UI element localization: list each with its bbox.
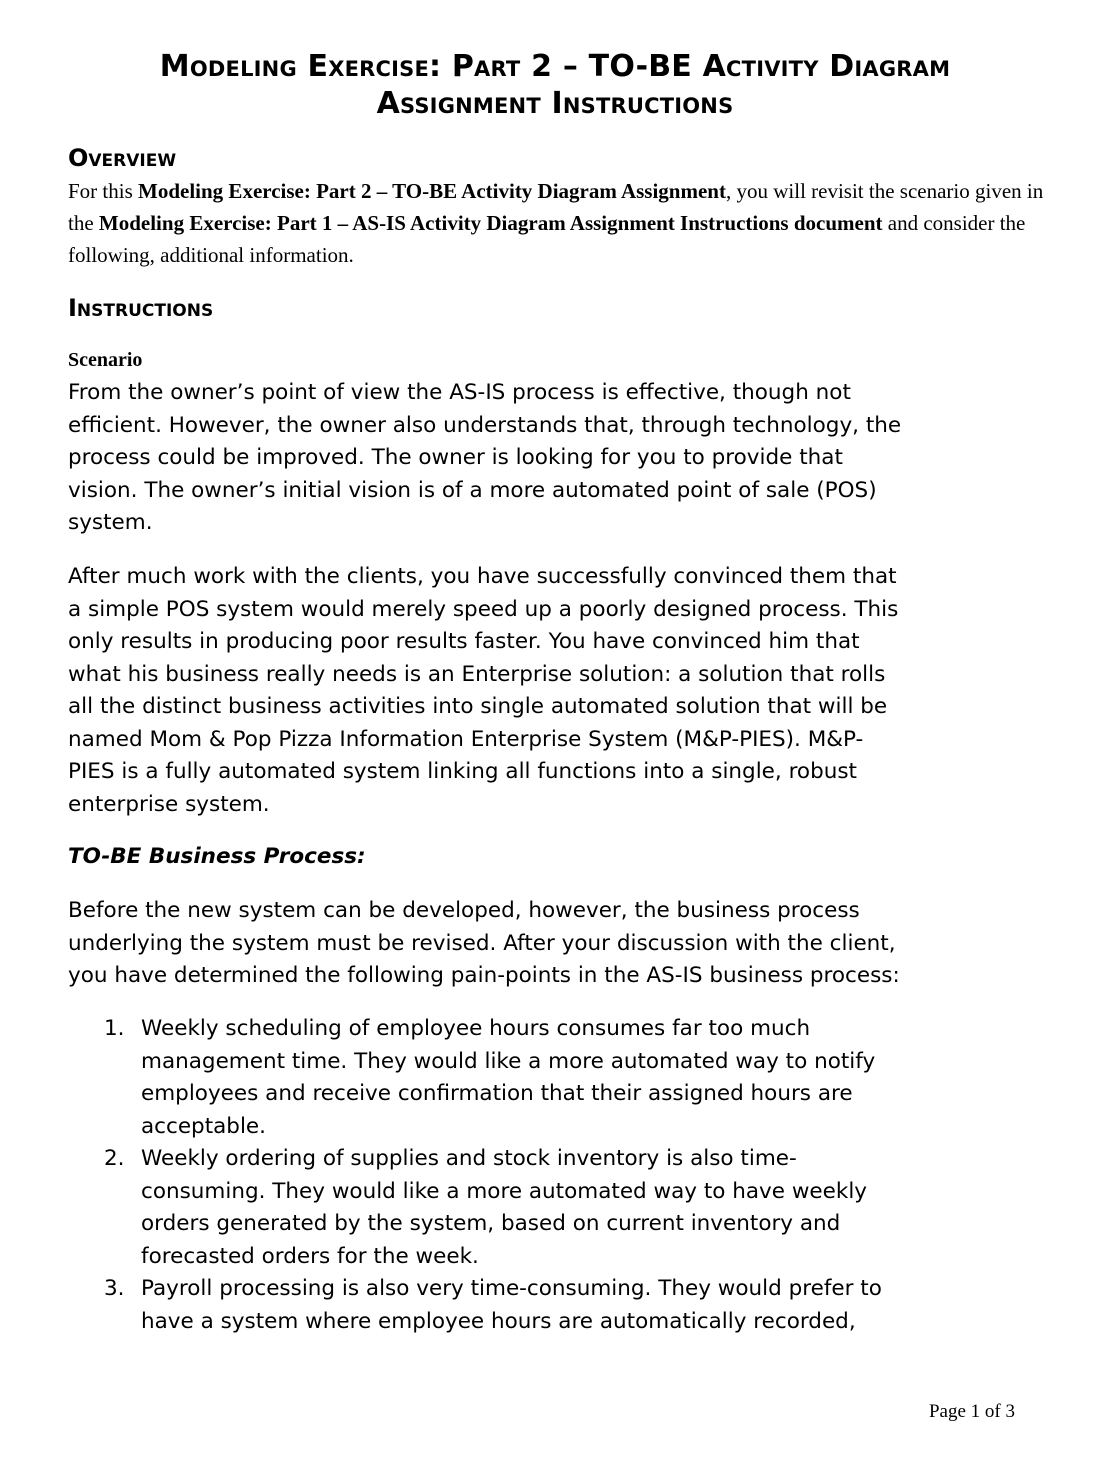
paragraph-line: underlying the system must be revised. After your discussion with the client, [68, 930, 896, 956]
paragraph-line: you have determined the following pain-points in the AS-IS business process: [68, 963, 900, 988]
list-item-text [141, 1143, 1110, 1273]
paragraph-line: process could be improved. The owner is looking for you to provide that [68, 445, 843, 470]
document-title-line-2: Assignment Instructions [376, 86, 734, 121]
scenario-paragraph-1 [68, 377, 1043, 540]
overview-text-3: and consider the following, additional information. [68, 211, 1026, 267]
page-number: Page 1 of 3 [928, 1401, 1015, 1422]
list-item [0, 1143, 1110, 1273]
list-item [0, 1013, 1110, 1143]
tobe-intro-paragraph [68, 895, 1043, 993]
paragraph-line: what his business really needs is an Enterprise solution: a solution that rolls [68, 661, 886, 687]
overview-heading: Overview [68, 144, 177, 172]
paragraph-line: only results in producing poor results faster. You have convinced him that [68, 629, 860, 654]
paragraph-line: enterprise system. [68, 791, 270, 817]
scenario-heading: Scenario [68, 349, 143, 371]
document-title-line-1: Modeling Exercise: Part 2 – TO-BE Activity Diagram [159, 49, 951, 84]
list-item-line: have a system where employee hours are automatically recorded, [141, 1308, 856, 1334]
list-item-line: employees and receive confirmation that their assigned hours are [141, 1081, 853, 1106]
overview-bold-1: Modeling Exercise: Part 2 – TO-BE Activity Diagram Assignment [138, 179, 726, 203]
paragraph-line: From the owner’s point of view the AS-IS process is effective, though not [68, 380, 851, 405]
list-item [0, 1273, 1110, 1338]
list-item-line: consuming. They would like a more automated way to have weekly [141, 1178, 868, 1204]
list-item-line: Payroll processing is also very time-consuming. They would prefer to [141, 1276, 882, 1301]
list-item-line: management time. They would like a more automated way to notify [141, 1048, 876, 1074]
paragraph-line: vision. The owner’s initial vision is of a more automated point of sale (POS) [68, 477, 877, 503]
scenario-paragraph-2 [68, 561, 1043, 821]
list-item-line: Weekly scheduling of employee hours consumes far too much [141, 1016, 811, 1041]
list-item-line: orders generated by the system, based on current inventory and [141, 1211, 841, 1236]
paragraph-line: efficient. However, the owner also understands that, through technology, the [68, 412, 902, 438]
list-item-number: 1. [104, 1016, 125, 1041]
paragraph-line: a simple POS system would merely speed up a poorly designed process. This [68, 596, 899, 622]
list-item-line: Weekly ordering of supplies and stock inventory is also time- [141, 1146, 797, 1171]
overview-text-1: For this [68, 179, 139, 203]
paragraph-line: named Mom & Pop Pizza Information Enterprise System (M&P-PIES). M&P- [68, 726, 864, 752]
pain-points-list [0, 1013, 1110, 1338]
list-item-line: forecasted orders for the week. [141, 1243, 479, 1269]
tobe-heading: TO-BE Business Process: [68, 844, 366, 869]
list-item-number: 2. [104, 1146, 125, 1171]
paragraph-line: all the distinct business activities into single automated solution that will be [68, 694, 888, 719]
paragraph-line: system. [68, 510, 153, 535]
overview-bold-2: Modeling Exercise: Part 1 – AS-IS Activity Diagram Assignment Instructions document [98, 211, 883, 235]
paragraph-line: PIES is a fully automated system linking all functions into a single, robust [68, 759, 857, 784]
paragraph-line: Before the new system can be developed, however, the business process [68, 898, 860, 923]
list-item-number: 3. [104, 1276, 125, 1301]
overview-paragraph [68, 175, 1048, 271]
list-item-text [141, 1013, 1110, 1143]
list-item-text [141, 1273, 1110, 1338]
list-item-line: acceptable. [141, 1113, 266, 1139]
instructions-heading: Instructions [68, 294, 214, 322]
paragraph-line: After much work with the clients, you have successfully convinced them that [68, 564, 897, 589]
overview-text-2: , you will revisit the scenario given in the [68, 179, 1044, 235]
